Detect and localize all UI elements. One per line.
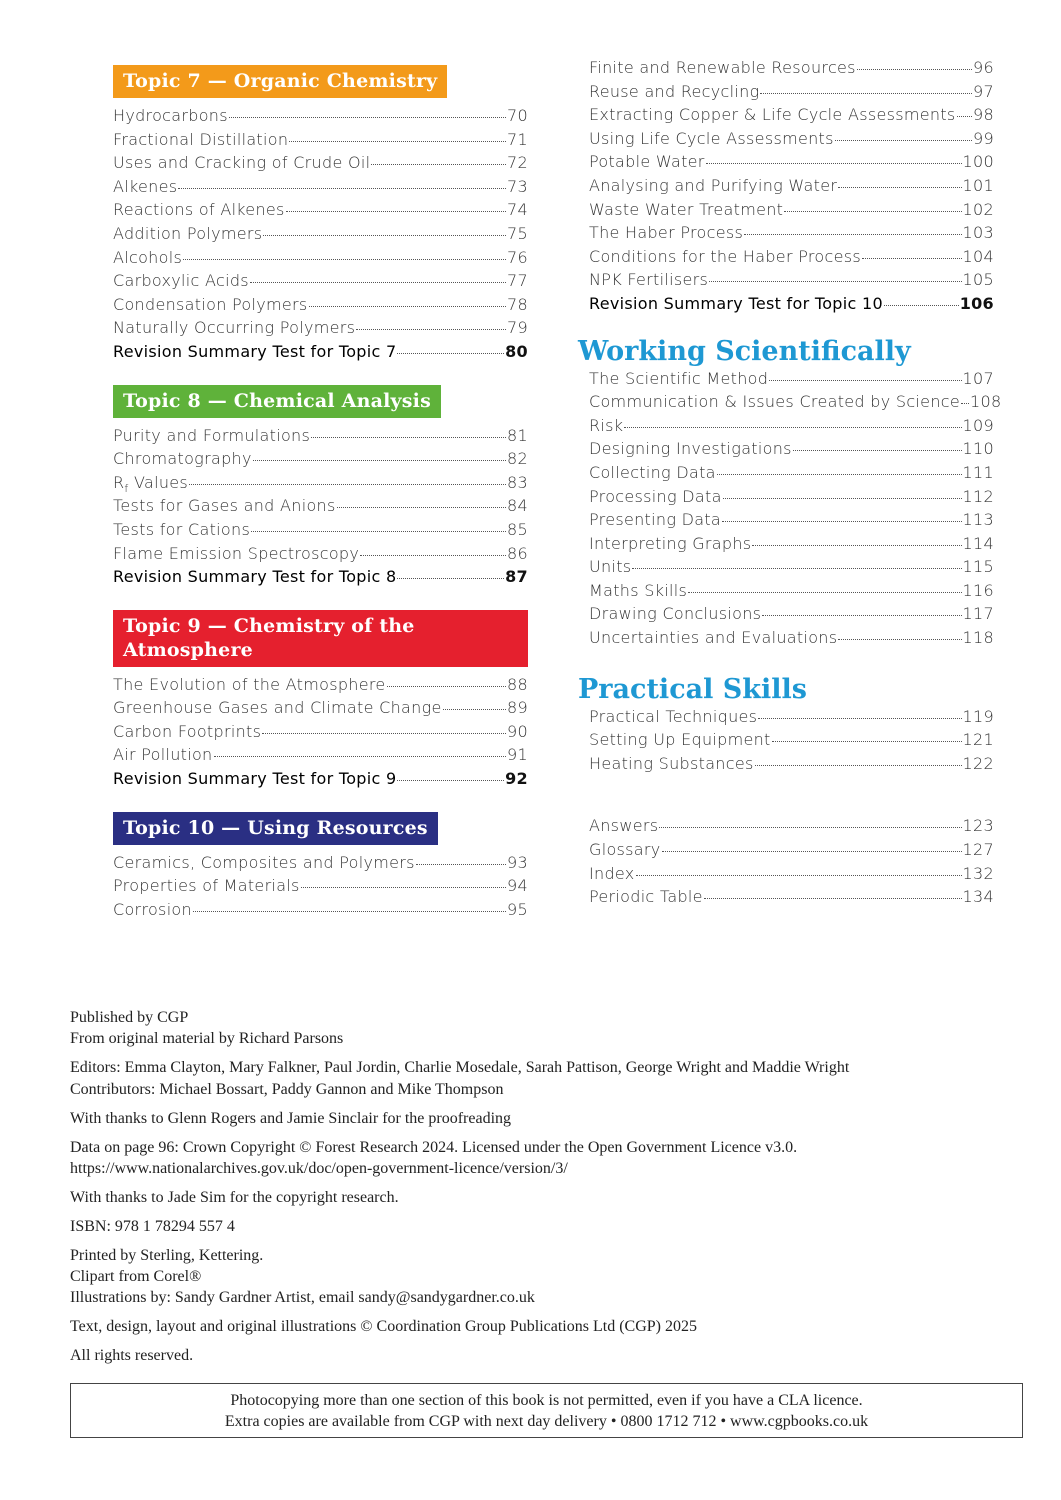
topic10-list-left: [113, 853, 528, 924]
topic7-banner: Topic 7 — Organic Chemistry: [113, 65, 447, 98]
toc-entry[interactable]: Communication & Issues Created by Science 108: [589, 392, 1002, 412]
toc-entry[interactable]: Addition Polymers 75: [113, 223, 528, 243]
working-scientifically-list: [589, 368, 1002, 652]
toc-entry[interactable]: Flame Emission Spectroscopy 86: [113, 543, 528, 563]
toc-entry[interactable]: Index 132: [589, 863, 994, 883]
topic10-banner: Topic 10 — Using Resources: [113, 812, 438, 845]
toc-entry[interactable]: Maths Skills 116: [589, 580, 994, 600]
toc-entry[interactable]: Heating Substances 122: [589, 753, 994, 773]
topic9-list: [113, 675, 528, 793]
toc-entry[interactable]: Using Life Cycle Assessments 99: [589, 128, 994, 148]
toc-entry-revision[interactable]: Revision Summary Test for Topic 8 87: [113, 567, 528, 587]
toc-entry[interactable]: Alkenes 73: [113, 176, 528, 196]
toc-entry-revision[interactable]: Revision Summary Test for Topic 9 92: [113, 769, 528, 789]
notice-line-1: Photocopying more than one section of this book is not permitted, even if you have a CLA licence.: [230, 1392, 863, 1409]
toc-entry[interactable]: Reactions of Alkenes 74: [113, 200, 528, 220]
topic7-section: [113, 65, 528, 366]
toc-entry[interactable]: Presenting Data 113: [589, 510, 994, 530]
toc-entry[interactable]: Uncertainties and Evaluations 118: [589, 628, 994, 648]
credits-editors: Editors: Emma Clayton, Mary Falkner, Paul Jordin, Charlie Mosedale, Sarah Pattison, George Wright and Maddie Wright Contributors: Michael Bossart, Paddy Gannon and Mike Thompson: [70, 1059, 850, 1098]
toc-right-column: [578, 58, 1002, 911]
toc-entry[interactable]: Units 115: [589, 557, 994, 577]
toc-entry[interactable]: Air Pollution 91: [113, 745, 528, 765]
topic9-banner: Topic 9 — Chemistry of the Atmosphere: [113, 610, 528, 667]
toc-entry[interactable]: Potable Water 100: [589, 152, 994, 172]
credits-proofreading: With thanks to Glenn Rogers and Jamie Sinclair for the proofreading: [70, 1109, 512, 1127]
topic8-banner: Topic 8 — Chemical Analysis: [113, 385, 441, 418]
toc-entry[interactable]: Purity and Formulations 81: [113, 425, 528, 445]
toc-entry[interactable]: Analysing and Purifying Water 101: [589, 175, 994, 195]
credits-printing: Printed by Sterling, Kettering. Clipart from Corel® Illustrations by: Sandy Gardner Artist, email sandy@sandygardner.co.uk: [70, 1246, 535, 1307]
toc-entry[interactable]: Drawing Conclusions 117: [589, 604, 994, 624]
topic7-list: [113, 106, 528, 366]
toc-entry[interactable]: The Evolution of the Atmosphere 88: [113, 674, 528, 694]
toc-entry[interactable]: Reuse and Recycling 97: [589, 81, 994, 101]
working-scientifically-heading: Working Scientifically: [578, 335, 911, 367]
toc-entry[interactable]: Greenhouse Gases and Climate Change 89: [113, 698, 528, 718]
toc-entry[interactable]: Glossary 127: [589, 840, 994, 860]
toc-entry[interactable]: Finite and Renewable Resources 96: [589, 58, 994, 77]
credits-isbn: ISBN: 978 1 78294 557 4: [70, 1217, 235, 1235]
toc-entry[interactable]: Answers 123: [589, 816, 994, 836]
licence-link[interactable]: https://www.nationalarchives.gov.uk/doc/open-government-licence/version/3/: [70, 1159, 568, 1177]
toc-entry[interactable]: The Scientific Method 107: [589, 368, 994, 388]
toc-entry[interactable]: Alcohols 76: [113, 247, 528, 267]
toc-entry[interactable]: Corrosion 95: [113, 899, 528, 919]
toc-entry[interactable]: Condensation Polymers 78: [113, 294, 528, 314]
credits-copyright: Text, design, layout and original illustrations © Coordination Group Publications Ltd (CGP) 2025: [70, 1318, 697, 1336]
topic10-section: [113, 812, 528, 924]
credits-data-note: Data on page 96: Crown Copyright © Forest Research 2024. Licensed under the Open Government Licence v3.0. https://www.nationalarchives.gov.uk/doc/open-government-licence/version/3/: [70, 1138, 798, 1177]
toc-entry[interactable]: Hydrocarbons 70: [113, 106, 528, 125]
toc-entry[interactable]: Chromatography 82: [113, 449, 528, 469]
toc-entry[interactable]: Processing Data 112: [589, 486, 994, 506]
toc-entry[interactable]: Fractional Distillation 71: [113, 129, 528, 149]
credits-rights: All rights reserved.: [70, 1347, 194, 1365]
toc-entry[interactable]: Collecting Data 111: [589, 462, 994, 482]
toc-entry[interactable]: Carboxylic Acids 77: [113, 271, 528, 291]
toc-entry[interactable]: Uses and Cracking of Crude Oil 72: [113, 153, 528, 173]
topic9-section: [113, 610, 528, 793]
toc-entry[interactable]: Conditions for the Haber Process 104: [589, 246, 994, 266]
toc-entry[interactable]: Designing Investigations 110: [589, 439, 994, 459]
toc-entry[interactable]: Waste Water Treatment 102: [589, 199, 994, 219]
notice-line-2: Extra copies are available from CGP with next day delivery • 0800 1712 712 • www.cgpbooks.co.uk: [224, 1413, 869, 1430]
practical-skills-list: [589, 707, 994, 778]
topic8-list: [113, 426, 528, 591]
publication-credits: [70, 1007, 1030, 1374]
toc-entry[interactable]: Ceramics, Composites and Polymers 93: [113, 852, 528, 872]
toc-entry[interactable]: Extracting Copper & Life Cycle Assessments 98: [589, 105, 994, 125]
toc-entry[interactable]: Tests for Gases and Anions 84: [113, 496, 528, 516]
working-scientifically-section: [578, 335, 1002, 652]
toc-entry[interactable]: Practical Techniques 119: [589, 706, 994, 726]
toc-entry[interactable]: Periodic Table 134: [589, 887, 994, 907]
toc-entry-revision[interactable]: Revision Summary Test for Topic 10 106: [589, 293, 994, 313]
toc-entry[interactable]: $R_f$ Values 83: [113, 472, 528, 495]
topic10-list-right: [589, 58, 994, 318]
backmatter-list: [589, 816, 994, 910]
toc-entry-revision[interactable]: Revision Summary Test for Topic 7 80: [113, 341, 528, 361]
toc-left-column: [113, 65, 528, 923]
credits-copyright-research: With thanks to Jade Sim for the copyright research.: [70, 1188, 399, 1206]
topic8-section: [113, 385, 528, 591]
toc-entry[interactable]: Carbon Footprints 90: [113, 721, 528, 741]
toc-entry[interactable]: Setting Up Equipment 121: [589, 730, 994, 750]
toc-entry[interactable]: NPK Fertilisers 105: [589, 270, 994, 290]
toc-entry[interactable]: Risk 109: [589, 415, 994, 435]
toc-entry[interactable]: Naturally Occurring Polymers 79: [113, 318, 528, 338]
toc-entry[interactable]: Tests for Cations 85: [113, 519, 528, 539]
toc-entry[interactable]: Properties of Materials 94: [113, 876, 528, 896]
toc-entry[interactable]: The Haber Process 103: [589, 223, 994, 243]
toc-entry[interactable]: Interpreting Graphs 114: [589, 533, 994, 553]
practical-skills-section: [578, 674, 994, 778]
practical-skills-heading: Practical Skills: [578, 673, 807, 705]
photocopy-notice: [70, 1383, 1023, 1438]
credits-publisher: Published by CGP From original material by Richard Parsons: [70, 1009, 344, 1048]
